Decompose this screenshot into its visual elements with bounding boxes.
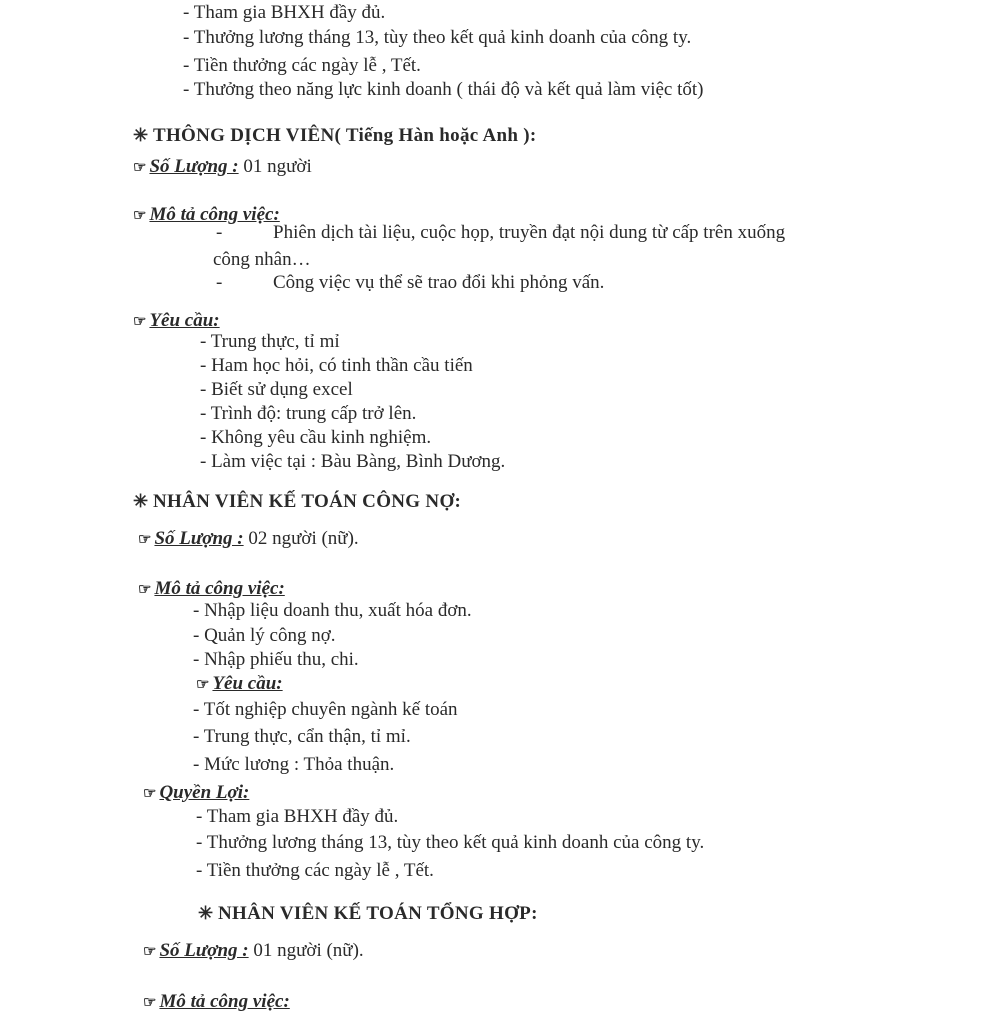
pointing-hand-icon: ☞ — [143, 786, 157, 802]
quantity-label: ☞ Số Lượng : — [138, 528, 244, 549]
requirement-item: - Không yêu cầu kinh nghiệm. — [200, 427, 432, 448]
pointing-hand-icon: ☞ — [133, 208, 147, 224]
description-item: - Nhập liệu doanh thu, xuất hóa đơn. — [193, 600, 472, 621]
requirement-item: - Trung thực, tỉ mỉ — [200, 331, 340, 352]
pointing-hand-icon: ☞ — [133, 314, 147, 330]
requirement-label: ☞ Yêu cầu: — [133, 310, 220, 331]
benefit-item: - Tham gia BHXH đầy đủ. — [196, 806, 399, 827]
pointing-hand-icon: ☞ — [196, 677, 210, 693]
section-title: NHÂN VIÊN KẾ TOÁN TỔNG HỢP: — [218, 903, 538, 924]
description-item-continued: công nhân… — [213, 249, 311, 270]
quantity-value: 01 người — [243, 156, 312, 177]
quantity-label: ☞ Số Lượng : — [133, 156, 239, 177]
requirement-label: ☞ Yêu cầu: — [196, 673, 283, 694]
section-heading — [198, 902, 538, 925]
section-title: THÔNG DỊCH VIÊN( Tiếng Hàn hoặc Anh ): — [153, 125, 537, 146]
pointing-hand-icon: ☞ — [133, 160, 147, 176]
description-dash: - — [216, 272, 223, 293]
benefit-item: - Thưởng lương tháng 13, tùy theo kết quả kinh doanh của công ty. — [196, 832, 705, 853]
description-label-line — [143, 991, 290, 1014]
requirement-item: - Làm việc tại : Bàu Bàng, Bình Dương. — [200, 451, 506, 472]
requirement-item: - Ham học hỏi, có tinh thần cầu tiến — [200, 355, 473, 376]
description-label: ☞ Mô tả công việc: — [138, 578, 285, 599]
description-item: - Nhập phiếu thu, chi. — [193, 649, 359, 670]
requirement-item: - Mức lương : Thỏa thuận. — [193, 754, 395, 775]
asterisk-icon: ✳ — [133, 125, 149, 145]
pointing-hand-icon: ☞ — [143, 995, 157, 1011]
benefit-line: - Thưởng lương tháng 13, tùy theo kết quả kinh doanh của công ty. — [183, 27, 692, 48]
description-item: Công việc vụ thể sẽ trao đổi khi phỏng vấn. — [273, 272, 605, 293]
pointing-hand-icon: ☞ — [138, 582, 152, 598]
benefit-label: ☞ Quyền Lợi: — [143, 782, 250, 803]
description-label-line — [133, 204, 280, 227]
quantity-line — [143, 940, 364, 963]
benefit-label-line — [143, 782, 249, 805]
pointing-hand-icon: ☞ — [143, 944, 157, 960]
section-heading — [133, 124, 537, 147]
description-label: ☞ Mô tả công việc: — [133, 204, 280, 225]
requirement-item: - Biết sử dụng excel — [200, 379, 353, 400]
requirement-label-line — [133, 310, 220, 333]
benefit-item: - Tiền thưởng các ngày lễ , Tết. — [196, 860, 434, 881]
requirement-item: - Trình độ: trung cấp trở lên. — [200, 403, 417, 424]
requirement-label-line — [196, 673, 283, 696]
quantity-label: ☞ Số Lượng : — [143, 940, 249, 961]
requirement-item: - Trung thực, cẩn thận, tỉ mỉ. — [193, 726, 411, 747]
asterisk-icon: ✳ — [198, 903, 214, 923]
quantity-line — [133, 156, 312, 179]
section-heading — [133, 490, 461, 513]
requirement-item: - Tốt nghiệp chuyên ngành kế toán — [193, 699, 458, 720]
section-title: NHÂN VIÊN KẾ TOÁN CÔNG NỢ: — [153, 491, 462, 512]
benefit-line: - Tham gia BHXH đầy đủ. — [183, 2, 386, 23]
description-item: - Quản lý công nợ. — [193, 625, 336, 646]
description-label-line — [138, 578, 285, 601]
pointing-hand-icon: ☞ — [138, 532, 152, 548]
benefit-line: - Tiền thưởng các ngày lễ , Tết. — [183, 55, 421, 76]
quantity-line — [138, 528, 359, 551]
quantity-value: 02 người (nữ). — [248, 528, 359, 549]
description-item: Phiên dịch tài liệu, cuộc họp, truyền đạt nội dung từ cấp trên xuống — [273, 222, 786, 243]
description-dash: - — [216, 222, 223, 243]
description-label: ☞ Mô tả công việc: — [143, 991, 290, 1012]
benefit-line: - Thưởng theo năng lực kinh doanh ( thái độ và kết quả làm việc tốt) — [183, 79, 704, 100]
asterisk-icon: ✳ — [133, 491, 149, 511]
quantity-value: 01 người (nữ). — [253, 940, 364, 961]
